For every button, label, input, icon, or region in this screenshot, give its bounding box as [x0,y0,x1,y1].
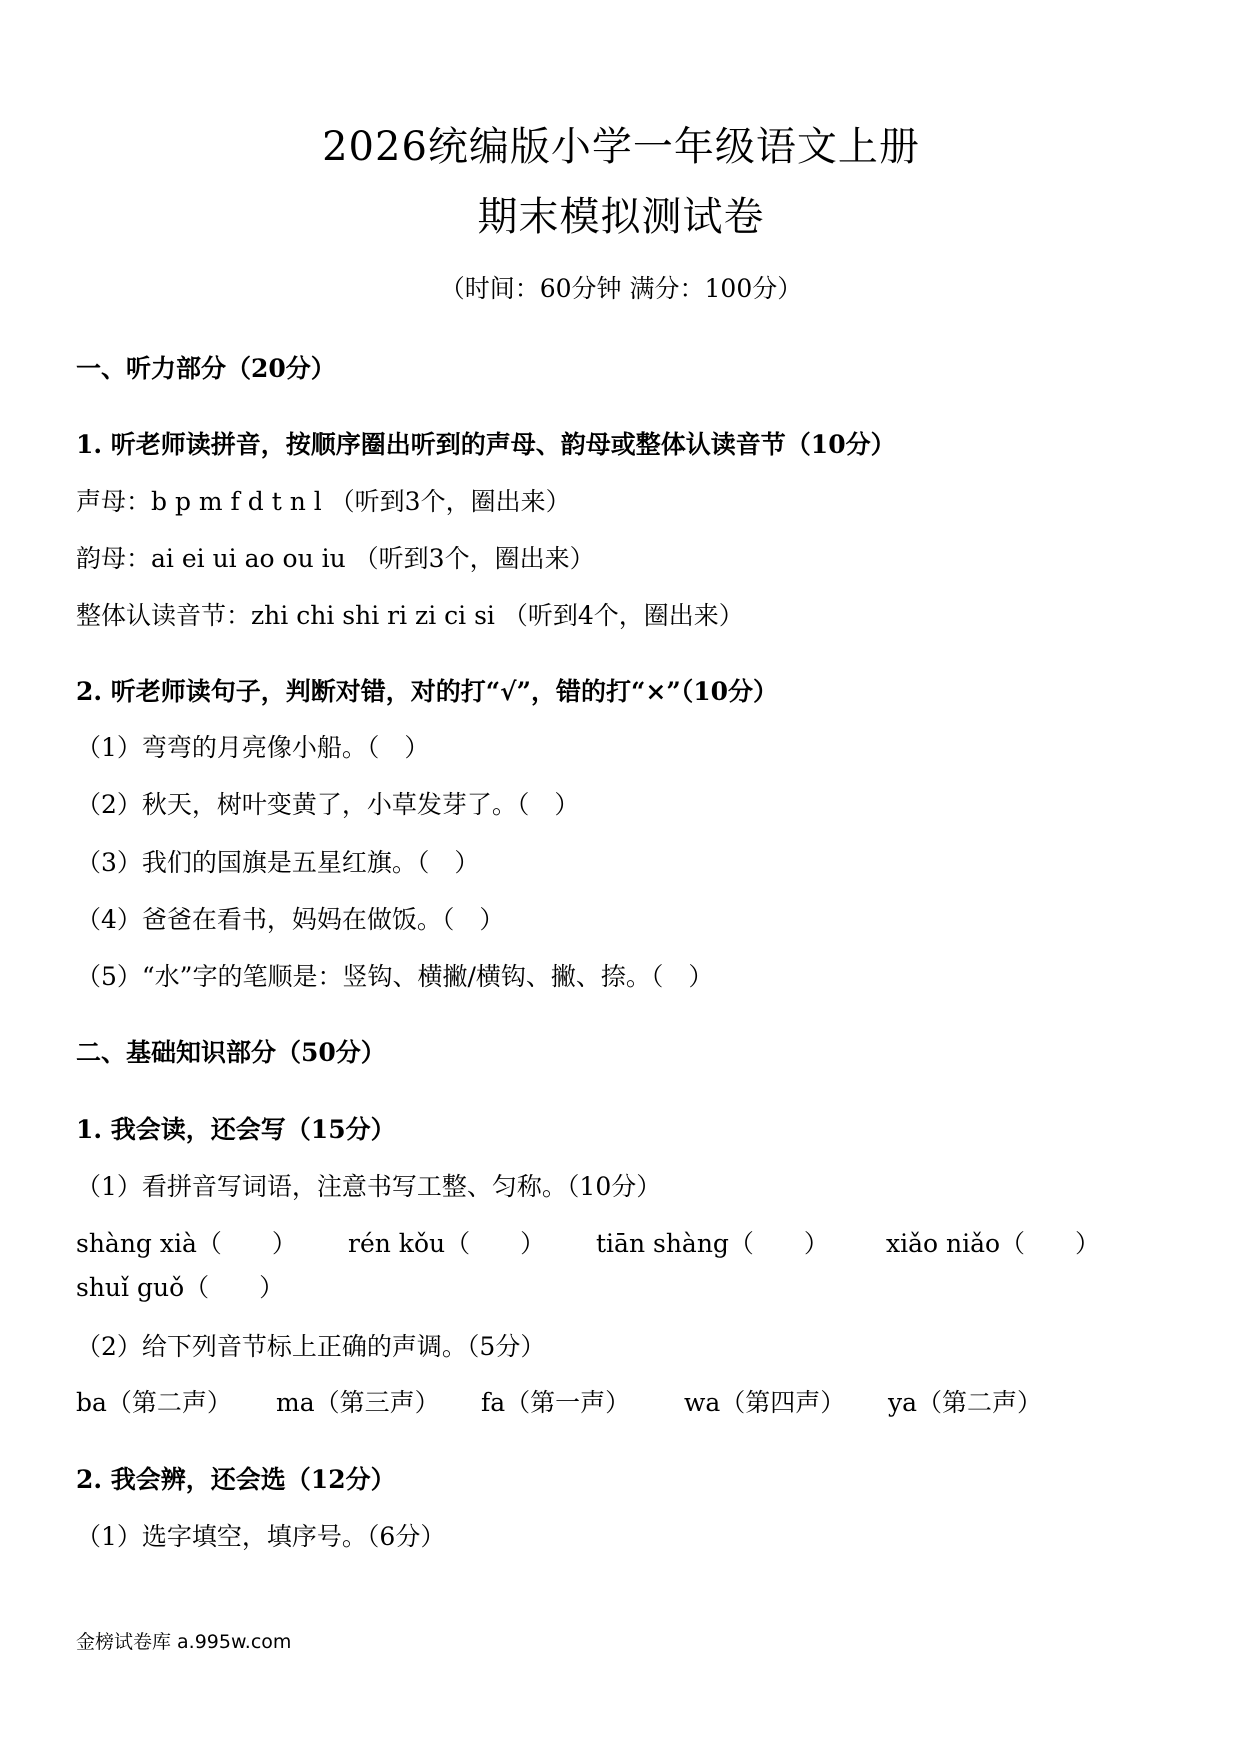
question-item: （4）爸爸在看书，妈妈在做饭。（ ） [76,905,505,934]
section-heading-listening: 一、听力部分（20分） [76,354,336,383]
question-line: 声母：b p m f d t n l （听到3个，圈出来） [76,487,571,516]
tone-item: ba（第二声） [76,1388,232,1417]
exam-time-score: （时间：60分钟 满分：100分） [439,274,803,303]
question-line: 韵母：ai ei ui ao ou iu （听到3个，圈出来） [76,544,595,573]
question-item: （5）“水”字的笔顺是：竖钩、横撇/横钩、撇、捺。（ ） [76,962,714,991]
tone-item: wa（第四声） [684,1388,846,1417]
question-heading: 2. 听老师读句子，判断对错，对的打“√”，错的打“×”（10分） [76,677,778,706]
question-heading: 1. 听老师读拼音，按顺序圈出听到的声母、韵母或整体认读音节（10分） [76,430,896,459]
question-line: 整体认读音节：zhi chi shi ri zi ci si （听到4个，圈出来） [76,601,744,630]
footer-source: 金榜试卷库 a.995w.com [76,1631,292,1653]
exam-subtitle-title: 期末模拟测试卷 [477,194,765,240]
sub-question: （2）给下列音节标上正确的声调。（5分） [76,1332,546,1361]
tone-item: ya（第二声） [888,1388,1043,1417]
pinyin-item: tiān shàng（ ） [596,1229,829,1258]
pinyin-item: shuǐ guǒ（ ） [76,1273,285,1302]
question-item: （2）秋天，树叶变黄了，小草发芽了。（ ） [76,790,580,819]
section-heading-basics: 二、基础知识部分（50分） [76,1038,386,1067]
question-item: （3）我们的国旗是五星红旗。（ ） [76,848,480,877]
exam-page [76,0,1186,1755]
pinyin-item: shàng xià（ ） [76,1229,297,1258]
pinyin-item: xiǎo niǎo（ ） [886,1229,1101,1258]
question-heading: 2. 我会辨，还会选（12分） [76,1465,396,1494]
tone-item: ma（第三声） [276,1388,440,1417]
question-item: （1）弯弯的月亮像小船。（ ） [76,733,430,762]
question-heading: 1. 我会读，还会写（15分） [76,1115,396,1144]
tone-item: fa（第一声） [481,1388,631,1417]
sub-question: （1）看拼音写词语，注意书写工整、匀称。（10分） [76,1172,662,1201]
sub-question: （1）选字填空，填序号。（6分） [76,1522,446,1551]
pinyin-item: rén kǒu（ ） [348,1229,546,1258]
exam-title: 2026统编版小学一年级语文上册 [322,124,920,170]
